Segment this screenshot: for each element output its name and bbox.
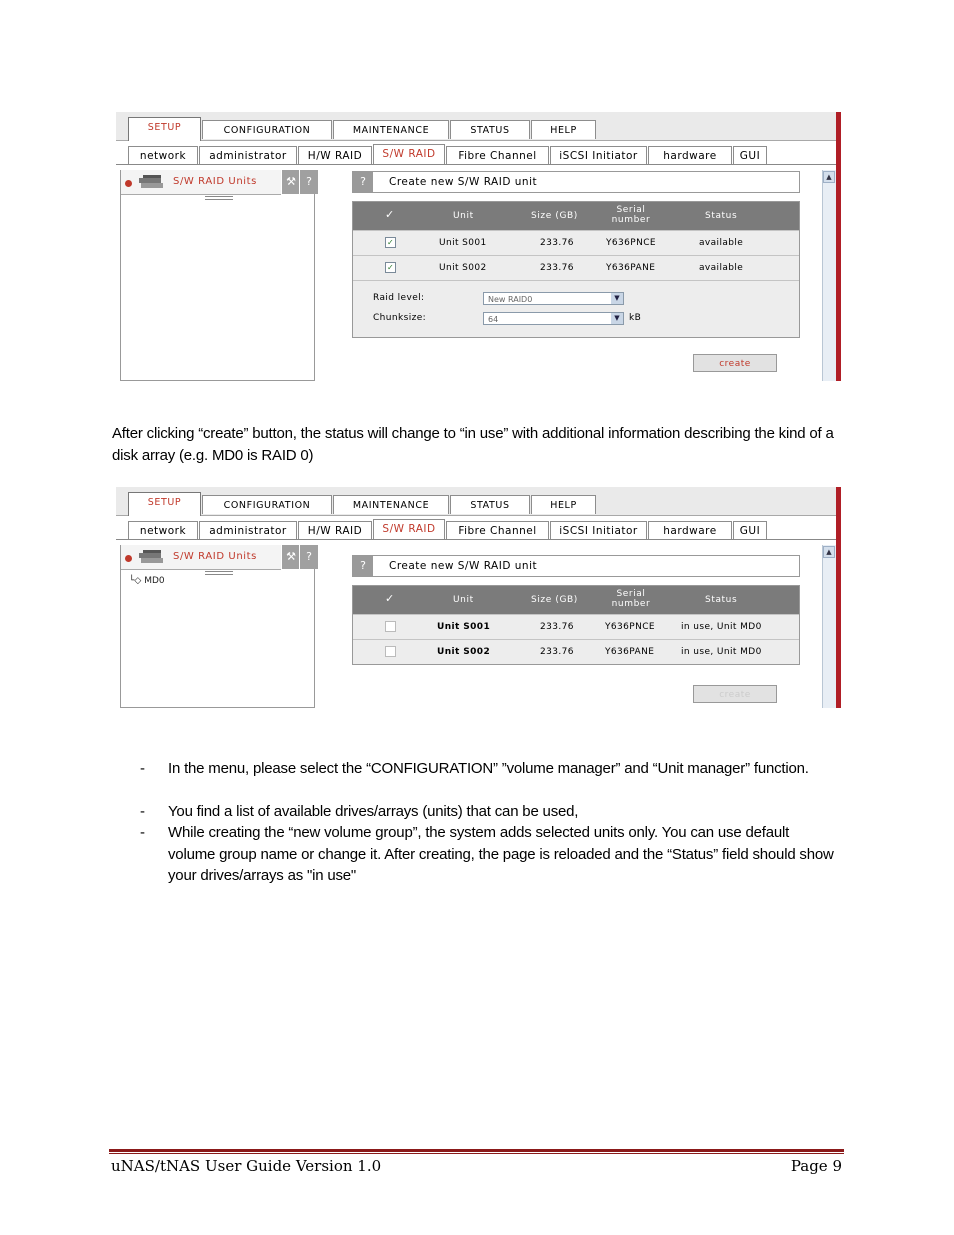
panel-resize-grip[interactable] xyxy=(205,571,233,575)
bullet-marker: - xyxy=(140,803,145,820)
left-panel-title: S/W RAID Units xyxy=(173,551,257,562)
page-number: Page 9 xyxy=(790,1157,842,1175)
bullet-marker: - xyxy=(140,824,145,841)
tab-status[interactable]: STATUS xyxy=(450,120,530,139)
panel-title: Create new S/W RAID unit xyxy=(389,176,538,188)
left-panel-header xyxy=(121,545,281,570)
left-panel xyxy=(120,170,315,381)
raid-level-value: New RAID0 xyxy=(488,295,533,304)
wrench-icon: ⚒ xyxy=(286,550,296,563)
tab-help[interactable]: HELP xyxy=(531,120,596,139)
panel-resize-grip[interactable] xyxy=(205,196,233,200)
tab-configuration[interactable]: CONFIGURATION xyxy=(202,495,332,514)
table-header xyxy=(353,202,799,230)
cell-status: in use, Unit MD0 xyxy=(681,647,762,657)
table-row[interactable] xyxy=(353,639,799,664)
table-row[interactable] xyxy=(353,255,799,280)
cell-status: available xyxy=(699,263,744,273)
col-size: Size (GB) xyxy=(531,211,578,221)
chunksize-select[interactable] xyxy=(483,312,624,325)
tab-setup[interactable]: SETUP xyxy=(128,117,201,141)
subtab-hardware[interactable]: hardware xyxy=(648,521,732,539)
subtab-sw-raid[interactable]: S/W RAID xyxy=(373,519,445,540)
cell-status: in use, Unit MD0 xyxy=(681,622,762,632)
units-table xyxy=(352,201,800,338)
subtab-iscsi-initiator[interactable]: iSCSI Initiator xyxy=(550,146,647,164)
scroll-up-icon[interactable]: ▲ xyxy=(823,171,835,183)
raid-level-label: Raid level: xyxy=(373,293,425,303)
tree-item-md0[interactable] xyxy=(129,576,165,586)
screenshot-raid-in-use xyxy=(116,487,841,708)
col-unit: Unit xyxy=(453,211,474,221)
subtab-hardware[interactable]: hardware xyxy=(648,146,732,164)
row-checkbox-disabled xyxy=(385,646,396,657)
cell-size: 233.76 xyxy=(540,238,574,248)
storage-units-icon xyxy=(137,549,167,565)
panel-header xyxy=(352,171,800,193)
col-serial: Serial number xyxy=(611,205,651,225)
active-dot-icon xyxy=(125,555,132,562)
help-button[interactable]: ? xyxy=(299,545,318,569)
cell-size: 233.76 xyxy=(540,263,574,273)
cell-size: 233.76 xyxy=(540,647,574,657)
footer-rule-thin xyxy=(109,1153,844,1154)
subtab-network[interactable]: network xyxy=(128,146,198,164)
col-status: Status xyxy=(705,211,738,221)
row-checkbox-disabled xyxy=(385,621,396,632)
col-serial: Serial number xyxy=(611,589,651,609)
bullet-marker: - xyxy=(140,760,145,777)
help-icon[interactable]: ? xyxy=(353,172,373,192)
col-size: Size (GB) xyxy=(531,595,578,605)
description-paragraph: After clicking “create” button, the status will change to “in use” with additional information describing the kind of a disk array (e.g. MD0 is RAID 0) xyxy=(112,425,834,464)
create-button-disabled: create xyxy=(693,685,777,703)
col-unit: Unit xyxy=(453,595,474,605)
subtab-hw-raid[interactable]: H/W RAID xyxy=(298,146,372,164)
cell-size: 233.76 xyxy=(540,622,574,632)
subtab-administrator[interactable]: administrator xyxy=(199,521,297,539)
bullet-text: While creating the “new volume group”, the system adds selected units only. You can use default volume group name or change it. After creating, the page is reloaded and the “Status” field should show your drives/arrays as "in use" xyxy=(168,824,834,884)
bullet-text: You find a list of available drives/arrays (units) that can be used, xyxy=(168,803,579,820)
footer-rule xyxy=(109,1149,844,1152)
tab-maintenance[interactable]: MAINTENANCE xyxy=(333,120,449,139)
tools-button[interactable] xyxy=(281,170,300,194)
table-row[interactable] xyxy=(353,230,799,255)
panel-header xyxy=(352,555,800,577)
row-checkbox[interactable]: ✓ xyxy=(386,238,395,247)
col-status: Status xyxy=(705,595,738,605)
screenshot-create-raid xyxy=(116,112,841,381)
cell-unit: Unit S001 xyxy=(437,622,491,632)
active-dot-icon xyxy=(125,180,132,187)
raid-options xyxy=(353,280,799,337)
scrollbar[interactable] xyxy=(822,545,836,708)
subtab-gui[interactable]: GUI xyxy=(733,146,767,164)
create-button[interactable]: create xyxy=(693,354,777,372)
panel-title: Create new S/W RAID unit xyxy=(389,560,538,572)
bullet-item xyxy=(140,758,840,780)
subtab-gui[interactable]: GUI xyxy=(733,521,767,539)
subtab-fibre-channel[interactable]: Fibre Channel xyxy=(446,146,549,164)
footer-title: uNAS/tNAS User Guide Version 1.0 xyxy=(111,1157,382,1175)
left-panel-title: S/W RAID Units xyxy=(173,176,257,187)
subtab-divider xyxy=(116,164,836,165)
scrollbar[interactable] xyxy=(822,170,836,381)
bullet-item xyxy=(140,801,840,823)
raid-level-select[interactable] xyxy=(483,292,624,305)
help-icon[interactable]: ? xyxy=(353,556,373,576)
cell-unit: Unit S002 xyxy=(439,263,487,273)
tools-button[interactable] xyxy=(281,545,300,569)
wrench-icon: ⚒ xyxy=(286,175,296,188)
chunksize-label: Chunksize: xyxy=(373,313,427,323)
cell-status: available xyxy=(699,238,744,248)
cell-serial: Y636PNCE xyxy=(605,622,656,632)
subtab-hw-raid[interactable]: H/W RAID xyxy=(298,521,372,539)
tab-maintenance[interactable]: MAINTENANCE xyxy=(333,495,449,514)
left-panel xyxy=(120,545,315,708)
cell-serial: Y636PANE xyxy=(605,647,655,657)
col-check: ✓ xyxy=(385,208,395,221)
units-table xyxy=(352,585,800,665)
subtab-sw-raid[interactable]: S/W RAID xyxy=(373,144,445,165)
subtab-divider xyxy=(116,539,836,540)
tab-configuration[interactable]: CONFIGURATION xyxy=(202,120,332,139)
table-header xyxy=(353,586,799,614)
tab-help[interactable]: HELP xyxy=(531,495,596,514)
scroll-up-icon[interactable]: ▲ xyxy=(823,546,835,558)
tab-setup[interactable]: SETUP xyxy=(128,492,201,516)
cell-serial: Y636PNCE xyxy=(606,238,657,248)
tree-branch-icon: └◇ xyxy=(129,576,142,586)
bullet-item xyxy=(140,822,840,887)
cell-serial: Y636PANE xyxy=(606,263,656,273)
chunksize-unit: kB xyxy=(629,313,642,323)
storage-units-icon xyxy=(137,174,167,190)
bullet-text: In the menu, please select the “CONFIGURATION” ”volume manager” and “Unit manager” function. xyxy=(168,760,809,777)
cell-unit: Unit S002 xyxy=(437,647,491,657)
subtab-iscsi-initiator[interactable]: iSCSI Initiator xyxy=(550,521,647,539)
cell-unit: Unit S001 xyxy=(439,238,487,248)
tab-status[interactable]: STATUS xyxy=(450,495,530,514)
subtab-fibre-channel[interactable]: Fibre Channel xyxy=(446,521,549,539)
chunksize-value: 64 xyxy=(488,315,499,324)
row-checkbox[interactable]: ✓ xyxy=(386,263,395,272)
subtab-network[interactable]: network xyxy=(128,521,198,539)
chevron-down-icon: ▼ xyxy=(611,313,623,324)
subtab-administrator[interactable]: administrator xyxy=(199,146,297,164)
left-panel-header xyxy=(121,170,281,195)
col-check: ✓ xyxy=(385,592,395,605)
table-row[interactable] xyxy=(353,614,799,639)
chevron-down-icon: ▼ xyxy=(611,293,623,304)
help-button[interactable]: ? xyxy=(299,170,318,194)
tree-item-label: MD0 xyxy=(144,576,165,586)
